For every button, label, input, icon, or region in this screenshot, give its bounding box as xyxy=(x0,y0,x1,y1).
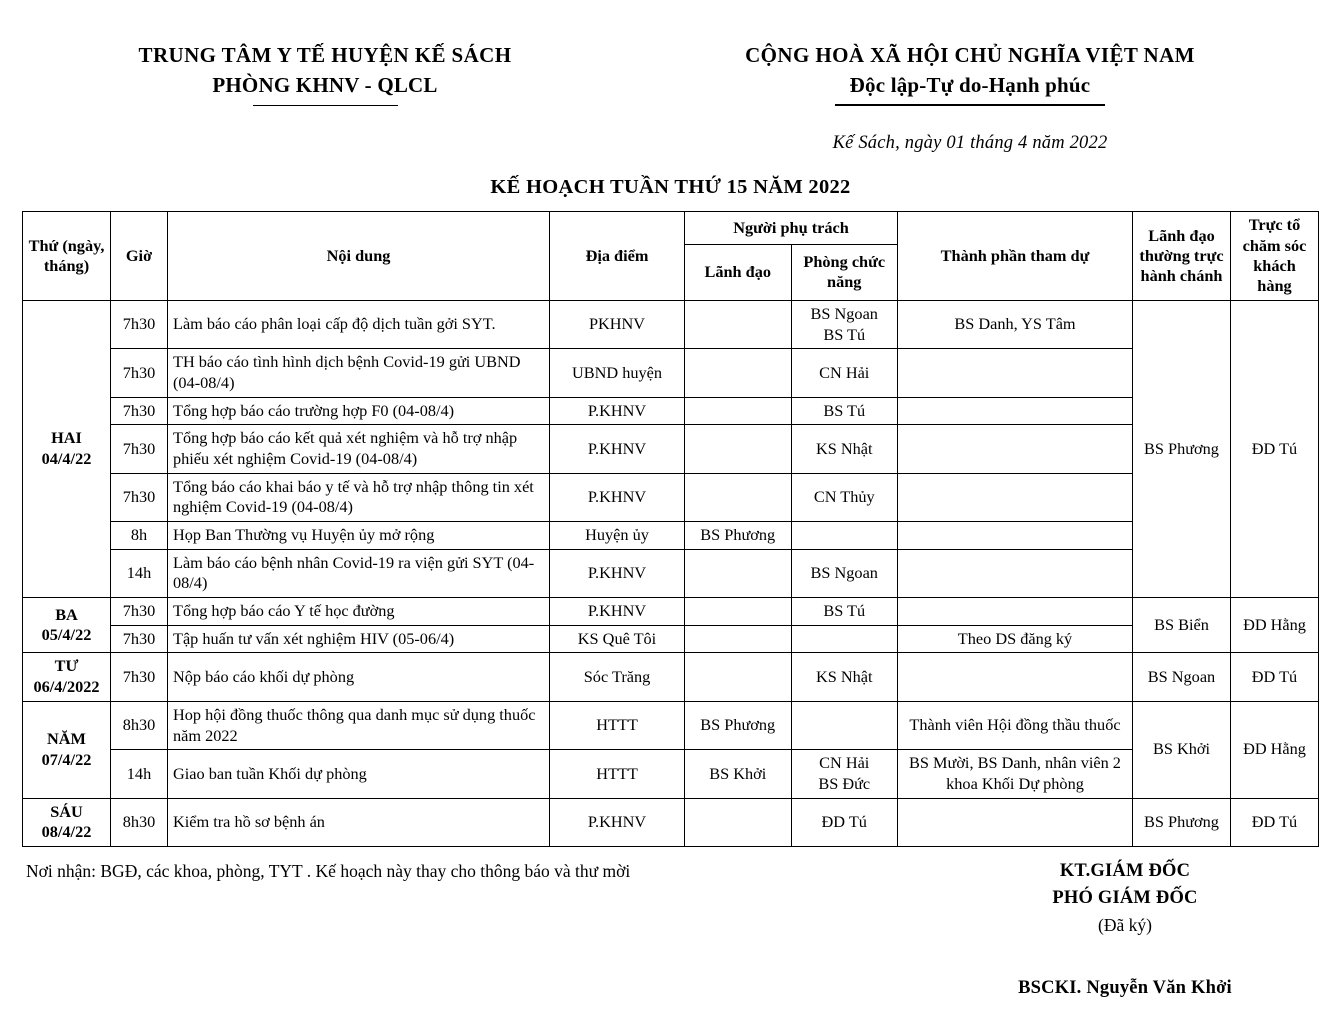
in-charge-leader-cell xyxy=(685,549,792,597)
attendees-cell xyxy=(898,397,1133,425)
in-charge-leader-cell xyxy=(685,625,792,653)
content-cell: Làm báo cáo phân loại cấp độ dịch tuần gởi SYT. xyxy=(168,300,550,348)
time-cell: 7h30 xyxy=(111,397,168,425)
content-cell: Tổng hợp báo cáo Y tế học đường xyxy=(168,598,550,626)
attendees-cell: Thành viên Hội đồng thầu thuốc xyxy=(898,701,1133,749)
in-charge-leader-cell: BS Khởi xyxy=(685,750,792,798)
header-content: Nội dung xyxy=(168,212,550,300)
duty-leader-cell: BS Khởi xyxy=(1133,701,1231,798)
attendees-cell xyxy=(898,349,1133,397)
content-cell: Tập huấn tư vấn xét nghiệm HIV (05-06/4) xyxy=(168,625,550,653)
weekly-plan-table xyxy=(22,211,1319,847)
header-day: Thứ (ngày, tháng) xyxy=(23,212,111,300)
duty-leader-cell: BS Phương xyxy=(1133,300,1231,597)
header-in-charge-dept: Phòng chức năng xyxy=(791,244,898,300)
time-cell: 7h30 xyxy=(111,349,168,397)
content-cell: Nộp báo cáo khối dự phòng xyxy=(168,653,550,701)
in-charge-dept-cell: BS Ngoan BS Tú xyxy=(791,300,898,348)
header-divider-right xyxy=(835,104,1105,107)
in-charge-leader-cell xyxy=(685,473,792,521)
table-row xyxy=(23,473,1319,521)
content-cell: Họp Ban Thường vụ Huyện ủy mở rộng xyxy=(168,522,550,550)
place-cell: HTTT xyxy=(550,701,685,749)
place-cell: P.KHNV xyxy=(550,598,685,626)
place-cell: P.KHNV xyxy=(550,798,685,846)
country-name: CỘNG HOÀ XÃ HỘI CHỦ NGHĨA VIỆT NAM xyxy=(745,43,1195,67)
table-row xyxy=(23,653,1319,701)
place-cell: UBND huyện xyxy=(550,349,685,397)
attendees-cell xyxy=(898,425,1133,473)
table-row xyxy=(23,425,1319,473)
day-cell: BA 05/4/22 xyxy=(23,598,111,653)
national-heading xyxy=(620,40,1320,154)
time-cell: 7h30 xyxy=(111,598,168,626)
in-charge-dept-cell: KS Nhật xyxy=(791,425,898,473)
content-cell: Hop hội đồng thuốc thông qua danh mục sử dụng thuốc năm 2022 xyxy=(168,701,550,749)
attendees-cell: BS Mười, BS Danh, nhân viên 2 khoa Khối Dự phòng xyxy=(898,750,1133,798)
care-duty-cell: ĐD Hằng xyxy=(1231,701,1319,798)
in-charge-dept-cell: ĐD Tú xyxy=(791,798,898,846)
header-time: Giờ xyxy=(111,212,168,300)
department-name: PHÒNG KHNV - QLCL xyxy=(212,73,438,98)
in-charge-leader-cell: BS Phương xyxy=(685,701,792,749)
header-duty-leader: Lãnh đạo thường trực hành chánh xyxy=(1133,212,1231,300)
table-row xyxy=(23,598,1319,626)
header-divider-left xyxy=(253,105,398,107)
table-row xyxy=(23,349,1319,397)
signer-role: PHÓ GIÁM ĐỐC xyxy=(1052,887,1198,908)
attendees-cell xyxy=(898,798,1133,846)
header-in-charge-leader: Lãnh đạo xyxy=(685,244,792,300)
content-cell: Tổng báo cáo khai báo y tế và hỗ trợ nhập thông tin xét nghiệm Covid-19 (04-08/4) xyxy=(168,473,550,521)
in-charge-leader-cell xyxy=(685,798,792,846)
place-cell: P.KHNV xyxy=(550,397,685,425)
recipients-note: Nơi nhận: BGĐ, các khoa, phòng, TYT . Kế hoạch này thay cho thông báo và thư mời xyxy=(26,860,631,881)
attendees-cell: BS Danh, YS Tâm xyxy=(898,300,1133,348)
attendees-cell: Theo DS đăng ký xyxy=(898,625,1133,653)
in-charge-dept-cell: BS Tú xyxy=(791,598,898,626)
attendees-cell xyxy=(898,598,1133,626)
time-cell: 8h xyxy=(111,522,168,550)
table-row xyxy=(23,798,1319,846)
time-cell: 7h30 xyxy=(111,653,168,701)
issuing-organization xyxy=(0,40,620,154)
signed-note: (Đã ký) xyxy=(1098,914,1152,935)
place-cell: KS Quê Tôi xyxy=(550,625,685,653)
in-charge-leader-cell xyxy=(685,349,792,397)
in-charge-leader-cell xyxy=(685,425,792,473)
day-cell: SÁU 08/4/22 xyxy=(23,798,111,846)
time-cell: 14h xyxy=(111,549,168,597)
place-cell: Sóc Trăng xyxy=(550,653,685,701)
care-duty-cell: ĐD Tú xyxy=(1231,300,1319,597)
attendees-cell xyxy=(898,653,1133,701)
attendees-cell xyxy=(898,522,1133,550)
attendees-cell xyxy=(898,549,1133,597)
content-cell: Tổng hợp báo cáo trường hợp F0 (04-08/4) xyxy=(168,397,550,425)
time-cell: 14h xyxy=(111,750,168,798)
time-cell: 8h30 xyxy=(111,798,168,846)
signer-name: BSCKI. Nguyễn Văn Khởi xyxy=(1018,977,1232,998)
attendees-cell xyxy=(898,473,1133,521)
content-cell: Giao ban tuần Khối dự phòng xyxy=(168,750,550,798)
table-row xyxy=(23,750,1319,798)
day-cell: HAI 04/4/22 xyxy=(23,300,111,597)
in-charge-leader-cell xyxy=(685,653,792,701)
in-charge-dept-cell: CN Hải xyxy=(791,349,898,397)
place-cell: Huyện ủy xyxy=(550,522,685,550)
table-row xyxy=(23,625,1319,653)
signature-block xyxy=(940,861,1310,999)
in-charge-dept-cell: CN Thủy xyxy=(791,473,898,521)
day-cell: TƯ 06/4/2022 xyxy=(23,653,111,701)
content-cell: Làm báo cáo bệnh nhân Covid-19 ra viện gửi SYT (04-08/4) xyxy=(168,549,550,597)
in-charge-dept-cell xyxy=(791,701,898,749)
in-charge-dept-cell: BS Ngoan xyxy=(791,549,898,597)
content-cell: Tổng hợp báo cáo kết quả xét nghiệm và hỗ trợ nhập phiếu xét nghiệm Covid-19 (04-08/4) xyxy=(168,425,550,473)
day-cell: NĂM 07/4/22 xyxy=(23,701,111,798)
header-care-duty: Trực tổ chăm sóc khách hàng xyxy=(1231,212,1319,300)
table-body xyxy=(23,300,1319,846)
table-header xyxy=(23,212,1319,300)
duty-leader-cell: BS Ngoan xyxy=(1133,653,1231,701)
in-charge-leader-cell xyxy=(685,300,792,348)
table-row xyxy=(23,701,1319,749)
header-attendees: Thành phần tham dự xyxy=(898,212,1133,300)
header-place: Địa điểm xyxy=(550,212,685,300)
signer-role-acting: KT.GIÁM ĐỐC xyxy=(1059,860,1191,881)
place-cell: HTTT xyxy=(550,750,685,798)
in-charge-leader-cell: BS Phương xyxy=(685,522,792,550)
organization-name: TRUNG TÂM Y TẾ HUYỆN KẾ SÁCH xyxy=(138,43,512,67)
in-charge-dept-cell xyxy=(791,625,898,653)
time-cell: 7h30 xyxy=(111,425,168,473)
place-cell: P.KHNV xyxy=(550,425,685,473)
in-charge-dept-cell: CN Hải BS Đức xyxy=(791,750,898,798)
place-cell: P.KHNV xyxy=(550,473,685,521)
time-cell: 8h30 xyxy=(111,701,168,749)
in-charge-leader-cell xyxy=(685,397,792,425)
time-cell: 7h30 xyxy=(111,625,168,653)
care-duty-cell: ĐD Tú xyxy=(1231,653,1319,701)
table-row xyxy=(23,397,1319,425)
duty-leader-cell: BS Phương xyxy=(1133,798,1231,846)
place-cell: PKHNV xyxy=(550,300,685,348)
care-duty-cell: ĐD Hằng xyxy=(1231,598,1319,653)
document-footer xyxy=(0,861,1341,1011)
place-and-date: Kế Sách, ngày 01 tháng 4 năm 2022 xyxy=(832,133,1108,154)
national-motto: Độc lập-Tự do-Hạnh phúc xyxy=(849,73,1091,98)
time-cell: 7h30 xyxy=(111,300,168,348)
time-cell: 7h30 xyxy=(111,473,168,521)
in-charge-dept-cell: BS Tú xyxy=(791,397,898,425)
care-duty-cell: ĐD Tú xyxy=(1231,798,1319,846)
in-charge-dept-cell: KS Nhật xyxy=(791,653,898,701)
header-in-charge-group: Người phụ trách xyxy=(685,212,898,244)
content-cell: TH báo cáo tình hình dịch bệnh Covid-19 gửi UBND (04-08/4) xyxy=(168,349,550,397)
content-cell: Kiểm tra hồ sơ bệnh án xyxy=(168,798,550,846)
table-row xyxy=(23,522,1319,550)
duty-leader-cell: BS Biển xyxy=(1133,598,1231,653)
in-charge-dept-cell xyxy=(791,522,898,550)
table-row xyxy=(23,549,1319,597)
in-charge-leader-cell xyxy=(685,598,792,626)
table-row xyxy=(23,300,1319,348)
table-header-row-1 xyxy=(23,212,1319,244)
document-header xyxy=(0,0,1341,154)
page-title: KẾ HOẠCH TUẦN THỨ 15 NĂM 2022 xyxy=(490,176,851,199)
place-cell: P.KHNV xyxy=(550,549,685,597)
